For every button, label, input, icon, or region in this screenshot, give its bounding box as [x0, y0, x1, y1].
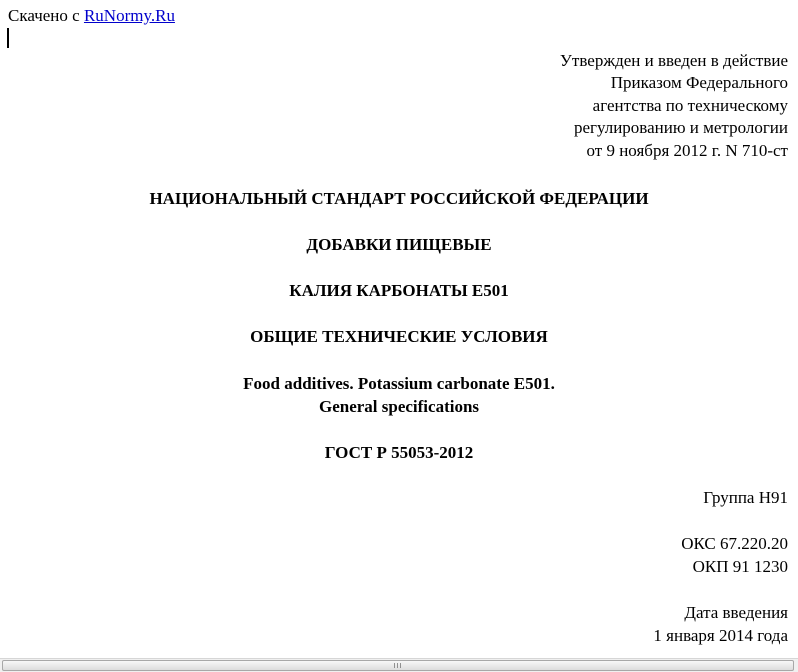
approval-line: агентства по техническому: [592, 95, 788, 115]
group-code: Группа H91: [703, 488, 788, 507]
introduction-date: 1 января 2014 года: [653, 626, 788, 645]
english-title-line-2: General specifications: [318, 397, 480, 416]
approval-line: от 9 ноября 2012 г. N 710-ст: [586, 140, 788, 160]
oks-code: ОКС 67.220.20: [681, 534, 788, 553]
okp-code: ОКП 91 1230: [692, 557, 788, 576]
source-link[interactable]: RuNormy.Ru: [83, 6, 175, 25]
horizontal-scrollbar[interactable]: [0, 658, 798, 672]
document-title-line-2: КАЛИЯ КАРБОНАТЫ E501: [289, 281, 509, 300]
scrollbar-thumb[interactable]: [2, 660, 794, 671]
approval-block: [560, 50, 788, 162]
text-cursor: [7, 28, 9, 48]
english-title-line-1: Food additives. Potassium carbonate E501.: [243, 374, 555, 393]
introduction-date-label: Дата введения: [684, 603, 788, 622]
grip-icon: III: [393, 662, 403, 670]
source-line: [8, 5, 175, 27]
source-prefix: Скачено с: [8, 6, 84, 25]
national-standard-heading: НАЦИОНАЛЬНЫЙ СТАНДАРТ РОССИЙСКОЙ ФЕДЕРАЦИИ: [149, 189, 649, 208]
document-title-line-3: ОБЩИЕ ТЕХНИЧЕСКИЕ УСЛОВИЯ: [250, 327, 548, 346]
approval-line: Утвержден и введен в действие: [559, 51, 788, 70]
approval-line: регулированию и метрологии: [573, 118, 788, 138]
document-title-line-1: ДОБАВКИ ПИЩЕВЫЕ: [306, 235, 492, 254]
gost-number: ГОСТ Р 55053-2012: [324, 443, 474, 462]
approval-line: Приказом Федерального: [610, 73, 788, 93]
